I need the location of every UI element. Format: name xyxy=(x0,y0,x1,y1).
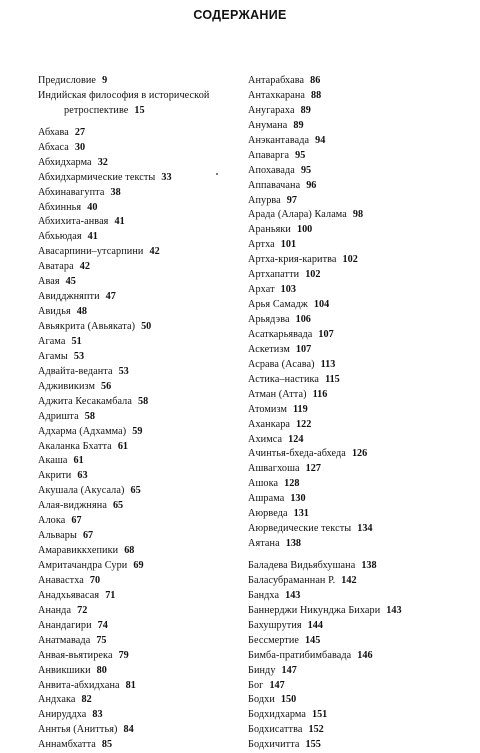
toc-entry xyxy=(248,559,476,574)
toc-entry-page: 53 xyxy=(118,365,129,377)
toc-entry xyxy=(38,365,238,380)
toc-entry-page: 102 xyxy=(342,254,358,266)
toc-entry-page: 9 xyxy=(102,75,108,86)
toc-entry xyxy=(248,738,476,753)
toc-entry-page: 127 xyxy=(305,463,321,475)
toc-entry xyxy=(38,335,238,350)
toc-entry-page: 151 xyxy=(311,709,328,721)
toc-entry xyxy=(38,215,238,230)
toc-entry xyxy=(38,529,238,544)
toc-entry-title: Арья Самадж xyxy=(248,299,308,311)
toc-entry xyxy=(248,373,476,388)
toc-entry-page: 119 xyxy=(293,403,308,415)
stray-mark xyxy=(216,173,218,175)
toc-entry xyxy=(248,119,476,134)
toc-entry xyxy=(248,238,476,253)
toc-entry-page: 126 xyxy=(351,448,368,460)
toc-entry-page: 67 xyxy=(82,530,94,542)
toc-entry-page: 106 xyxy=(295,314,311,325)
toc-entry-page: 144 xyxy=(307,619,323,631)
toc-entry xyxy=(248,89,476,104)
toc-entry-title: Абхинавагупта xyxy=(38,186,105,198)
toc-entry xyxy=(248,164,476,179)
toc-entry-title: Артха-крия-каритва xyxy=(248,254,337,266)
toc-entry xyxy=(248,537,476,552)
toc-entry-page: 27 xyxy=(74,126,86,138)
toc-entry-page: 84 xyxy=(123,724,134,736)
toc-entry-page: 128 xyxy=(284,478,300,490)
toc-entry-page: 82 xyxy=(81,694,92,706)
toc-entry-title: Ахимса xyxy=(248,433,283,445)
toc-entry xyxy=(248,634,476,649)
toc-entry-page: 75 xyxy=(96,634,107,646)
toc-entry xyxy=(38,544,238,559)
toc-entry xyxy=(248,208,476,223)
toc-entry-page: 58 xyxy=(138,395,149,407)
toc-entry xyxy=(248,447,476,462)
toc-entry-title: Антахкарана xyxy=(248,89,306,101)
toc-entry xyxy=(38,469,238,484)
toc-entry-title: Араньяки xyxy=(248,224,291,236)
toc-entry xyxy=(38,589,238,604)
toc-entry-title: Авьякрита (Авьяката) xyxy=(38,321,136,332)
toc-entry xyxy=(38,425,238,440)
toc-entry-page: 53 xyxy=(73,350,85,362)
toc-entry-page: 72 xyxy=(77,604,88,616)
toc-entry xyxy=(38,679,238,694)
page-title: СОДЕРЖАНИЕ xyxy=(193,8,287,22)
toc-entry-title: Акаша xyxy=(38,455,68,467)
toc-entry-page: 138 xyxy=(361,560,377,571)
toc-entry-title: Бандха xyxy=(248,589,280,601)
toc-entry-page: 104 xyxy=(313,299,330,311)
toc-entry-page: 33 xyxy=(161,171,172,183)
toc-entry-page: 68 xyxy=(124,545,135,557)
toc-entry-title: Абхаса xyxy=(38,141,69,153)
toc-entry-title: Акаланка Бхатта xyxy=(38,440,112,452)
toc-entry-title: Амритачандра Сури xyxy=(38,560,128,571)
toc-entry xyxy=(38,275,238,290)
toc-entry xyxy=(248,313,476,328)
toc-entry xyxy=(38,559,238,574)
toc-entry-page: 15 xyxy=(134,104,145,116)
toc-entry-page: 85 xyxy=(101,739,113,751)
toc-entry xyxy=(38,245,238,260)
toc-entry-page: 102 xyxy=(305,269,321,281)
toc-entry-title: Абхьюдая xyxy=(38,231,82,243)
toc-entry-page: 86 xyxy=(310,75,321,86)
toc-entry-page: 56 xyxy=(101,380,112,392)
toc-entry-title: Бодхисаттва xyxy=(248,724,303,736)
toc-entry-title: Бессмертие xyxy=(248,634,300,646)
toc-entry-title: Баладева Видьябхушана xyxy=(248,560,356,571)
toc-entry xyxy=(248,343,476,358)
toc-entry xyxy=(248,619,476,634)
toc-entry-page: 145 xyxy=(305,634,321,646)
toc-entry-page: 130 xyxy=(290,493,306,505)
toc-entry xyxy=(38,604,238,619)
toc-entry-page: 96 xyxy=(306,179,317,191)
toc-entry-title: Ачинтья-бхеда-абхеда xyxy=(248,448,346,460)
toc-entry-title: Аскетизм xyxy=(248,343,290,355)
toc-entry-page: 81 xyxy=(125,679,136,691)
toc-entry-title: Апаварга xyxy=(248,149,290,161)
toc-entry-title: Аханкара xyxy=(248,418,291,430)
toc-entry-title: Анвита-абхидхана xyxy=(38,679,120,691)
toc-entry xyxy=(38,395,238,410)
toc-entry-page: 30 xyxy=(74,141,86,153)
toc-entry xyxy=(38,410,238,425)
toc-entry-page: 100 xyxy=(296,224,313,236)
toc-entry-page: 67 xyxy=(71,515,82,527)
toc-entry-title: Амаравиккхепики xyxy=(38,545,119,557)
toc-entry xyxy=(248,268,476,283)
toc-entry-title: Адхарма (Адхамма) xyxy=(38,425,127,437)
toc-entry-page: 134 xyxy=(357,523,373,535)
toc-entry-title: Анугараха xyxy=(248,104,295,116)
toc-entry-page: 47 xyxy=(105,291,116,303)
toc-column-left xyxy=(38,74,238,753)
toc-entry-title: Алая-виджняна xyxy=(38,500,107,512)
toc-entry-page: 69 xyxy=(133,560,144,571)
toc-entry-title: Авидья xyxy=(38,306,71,318)
toc-entry xyxy=(38,649,238,664)
toc-entry-title: Абхидхарма xyxy=(38,156,92,168)
toc-entry xyxy=(248,358,476,373)
toc-entry xyxy=(38,320,238,335)
toc-entry-page: 40 xyxy=(87,201,98,213)
toc-entry xyxy=(38,230,238,245)
toc-entry xyxy=(248,134,476,149)
toc-entry-page: 89 xyxy=(293,119,304,131)
toc-entry-title: Аджита Кесакамбала xyxy=(38,395,132,407)
toc-entry-page: 41 xyxy=(87,231,98,243)
toc-entry xyxy=(38,454,238,469)
toc-entry xyxy=(248,179,476,194)
toc-entry-title: Альвары xyxy=(38,530,77,542)
toc-entry xyxy=(248,477,476,492)
toc-entry-title: Аппавачана xyxy=(248,179,301,191)
toc-entry-page: 61 xyxy=(117,440,128,452)
toc-entry-title: Аннамбхатта xyxy=(38,739,96,751)
toc-entry-page: 70 xyxy=(89,574,101,586)
toc-column-right xyxy=(248,74,476,753)
toc-entry-title: Бодхидхарма xyxy=(248,709,306,721)
toc-entry xyxy=(248,328,476,343)
toc-entry-title: Абхихита-анвая xyxy=(38,216,109,228)
toc-entry xyxy=(248,507,476,522)
toc-entry xyxy=(38,574,238,589)
toc-entry-page: 79 xyxy=(118,649,129,661)
toc-entry-page: 71 xyxy=(105,589,116,601)
toc-entry xyxy=(38,619,238,634)
toc-entry-title: Баннерджи Никунджа Бихари xyxy=(248,604,381,616)
toc-entry-title: Бинду xyxy=(248,664,276,676)
toc-entry xyxy=(248,418,476,433)
toc-entry xyxy=(248,723,476,738)
toc-entry-page: 42 xyxy=(79,261,90,273)
toc-entry xyxy=(248,253,476,268)
toc-entry-page: 107 xyxy=(318,328,334,340)
toc-entry-title: Авасарпини–утсарпини xyxy=(38,246,144,258)
toc-entry-page: 94 xyxy=(315,134,326,146)
toc-entry xyxy=(248,492,476,507)
toc-entry-title: Арьядэва xyxy=(248,314,290,325)
toc-entry-title: Агамы xyxy=(38,350,68,362)
toc-entry xyxy=(248,433,476,448)
toc-entry xyxy=(248,574,476,589)
toc-entry-page: 143 xyxy=(285,589,301,601)
toc-entry xyxy=(38,104,238,119)
toc-entry-page: 74 xyxy=(97,619,108,631)
toc-entry-title: Аватара xyxy=(38,261,74,273)
toc-entry xyxy=(38,290,238,305)
toc-entry-title: Аюрведа xyxy=(248,508,288,520)
toc-entry-page: 42 xyxy=(149,246,160,258)
toc-entry-title: Абхиннья xyxy=(38,201,82,213)
toc-entry-page: 89 xyxy=(300,104,311,116)
toc-entry xyxy=(38,126,238,141)
toc-entry-page: 61 xyxy=(73,455,84,467)
toc-entry xyxy=(248,664,476,679)
toc-entry-title: Антарабхава xyxy=(248,75,305,86)
toc-entry-title: Анируддха xyxy=(38,709,87,721)
toc-entry-title: Атман (Атта) xyxy=(248,388,307,400)
toc-entry xyxy=(248,74,476,89)
toc-entry-title: Анвикшики xyxy=(38,664,91,676)
toc-entry-title: Арада (Алара) Калама xyxy=(248,209,347,221)
toc-entry xyxy=(38,723,238,738)
toc-entry-title: Апохавада xyxy=(248,164,295,176)
toc-entry-page: 113 xyxy=(320,358,336,370)
toc-entry-title: Баласубраманнан Р. xyxy=(248,574,336,586)
toc-entry-title: Агама xyxy=(38,335,66,347)
toc-entry xyxy=(248,403,476,418)
toc-entry-title: Авая xyxy=(38,276,60,288)
toc-entry-title: Абхава xyxy=(38,126,69,138)
toc-entry-title: Анэкантавада xyxy=(248,134,310,146)
toc-entry-page: 58 xyxy=(84,410,95,422)
toc-entry xyxy=(38,89,238,104)
toc-entry-title: Акрити xyxy=(38,470,72,482)
toc-entry-page: 59 xyxy=(132,425,143,437)
toc-entry xyxy=(38,74,238,89)
toc-entry xyxy=(248,298,476,313)
toc-entry-page: 122 xyxy=(296,418,312,430)
toc-entry-title: Адживикизм xyxy=(38,380,96,392)
toc-entry-title: Ананда xyxy=(38,604,72,616)
toc-entry xyxy=(248,604,476,619)
toc-entry-page: 103 xyxy=(280,284,296,296)
toc-entry xyxy=(248,104,476,119)
toc-entry-title: Анвая-вьятирека xyxy=(38,649,113,661)
toc-entry-title: Предисловие xyxy=(38,75,97,86)
toc-entry-title: Абхидхармические тексты xyxy=(38,171,156,183)
toc-entry-title: Анавастха xyxy=(38,574,84,586)
toc-entry-title: Бахушрутия xyxy=(248,619,302,631)
toc-entry-title: Аюрведические тексты xyxy=(248,523,352,535)
toc-entry-page: 142 xyxy=(341,574,357,586)
toc-entry xyxy=(38,634,238,649)
toc-entry xyxy=(248,462,476,477)
toc-entry-title: Асрава (Асава) xyxy=(248,358,315,370)
toc-entry-title: Бог xyxy=(248,679,264,691)
toc-entry xyxy=(38,260,238,275)
toc-entry-page: 152 xyxy=(308,724,324,736)
toc-entry xyxy=(38,201,238,216)
toc-entry-page: 147 xyxy=(269,679,285,691)
toc-entry-title: ретроспективе xyxy=(64,104,129,116)
toc-entry-page: 147 xyxy=(281,664,297,676)
toc-entry-title: Адришта xyxy=(38,410,79,422)
toc-entry-page: 101 xyxy=(280,239,297,251)
toc-entry-page: 98 xyxy=(352,209,364,221)
toc-entry-page: 80 xyxy=(96,664,107,676)
toc-entry-page: 41 xyxy=(114,216,125,228)
toc-entry-page: 155 xyxy=(305,739,321,751)
toc-entry-title: Ашока xyxy=(248,478,279,490)
toc-entry-title: Бодхичитта xyxy=(248,739,300,751)
toc-entry-page: 50 xyxy=(141,321,152,332)
toc-entry-title: Ашвагхоша xyxy=(248,463,300,475)
toc-entry-title: Аннтья (Аниттья) xyxy=(38,724,118,736)
toc-entry-title: Анадхьявасая xyxy=(38,589,100,601)
toc-entry xyxy=(248,223,476,238)
toc-entry xyxy=(38,186,238,201)
toc-entry-page: 88 xyxy=(311,89,322,101)
toc-entry-page: 38 xyxy=(110,186,121,198)
toc-entry-page: 95 xyxy=(300,164,312,176)
toc-entry xyxy=(248,388,476,403)
toc-entry-title: Алока xyxy=(38,515,66,527)
toc-entry xyxy=(38,141,238,156)
toc-entry xyxy=(38,440,238,455)
toc-entry xyxy=(248,693,476,708)
toc-entry-title: Асаткарьявада xyxy=(248,328,313,340)
toc-entry-title: Апурва xyxy=(248,194,281,206)
toc-entry-page: 107 xyxy=(295,343,312,355)
toc-entry-title: Ашрама xyxy=(248,493,285,505)
toc-entry-title: Астика–настика xyxy=(248,373,320,385)
toc-entry-page: 150 xyxy=(280,694,297,706)
toc-entry-page: 48 xyxy=(76,306,87,318)
toc-entry-title: Анумана xyxy=(248,119,288,131)
toc-entry xyxy=(248,149,476,164)
toc-entry xyxy=(248,708,476,723)
toc-entry-title: Адвайта-веданта xyxy=(38,365,113,377)
toc-entry-page: 95 xyxy=(295,149,306,161)
toc-entry-title: Анандагири xyxy=(38,619,92,631)
toc-entry xyxy=(38,350,238,365)
toc-entry xyxy=(38,171,238,186)
toc-entry xyxy=(248,649,476,664)
toc-entry xyxy=(38,305,238,320)
toc-entry xyxy=(38,380,238,395)
toc-entry-page: 32 xyxy=(97,156,108,168)
toc-entry xyxy=(38,708,238,723)
toc-entry-title: Артха xyxy=(248,239,275,251)
toc-entry xyxy=(38,156,238,171)
toc-entry-page: 65 xyxy=(130,485,141,497)
toc-entry-page: 51 xyxy=(71,335,82,347)
toc-entry xyxy=(248,679,476,694)
toc-entry xyxy=(38,664,238,679)
toc-entry-page: 138 xyxy=(285,538,301,550)
toc-entry-page: 65 xyxy=(112,500,124,512)
toc-entry-title: Авидджняпти xyxy=(38,291,100,303)
toc-entry xyxy=(248,589,476,604)
toc-entry-page: 116 xyxy=(312,388,328,400)
toc-entry-page: 143 xyxy=(386,604,402,616)
toc-entry xyxy=(38,484,238,499)
toc-entry-page: 97 xyxy=(286,194,297,206)
toc-entry-page: 83 xyxy=(92,709,103,721)
toc-entry-page: 63 xyxy=(77,470,88,482)
toc-entry xyxy=(248,283,476,298)
toc-entry xyxy=(38,514,238,529)
toc-entry-title: Артхапатти xyxy=(248,269,300,281)
toc-entry-title: Бимба-пратибимбавада xyxy=(248,649,352,661)
toc-entry-title: Бодхи xyxy=(248,694,275,706)
toc-entry xyxy=(38,499,238,514)
toc-entry-title: Архат xyxy=(248,284,275,296)
toc-entry-page: 146 xyxy=(357,649,373,661)
toc-entry xyxy=(38,693,238,708)
toc-entry-page: 45 xyxy=(65,276,76,288)
toc-entry xyxy=(248,522,476,537)
toc-entry xyxy=(248,194,476,209)
toc-entry-page: 131 xyxy=(293,508,309,520)
toc-entry-page: 124 xyxy=(288,433,304,445)
toc-entry xyxy=(38,738,238,753)
toc-entry-title: Андхака xyxy=(38,694,76,706)
toc-entry-title: Акушала (Акусала) xyxy=(38,485,125,497)
toc-entry-title: Аятана xyxy=(248,538,280,550)
toc-entry-page: 115 xyxy=(325,373,340,385)
toc-entry-title: Атомизм xyxy=(248,403,287,415)
toc-entry-title: Индийская философия в исторической xyxy=(38,89,210,101)
toc-entry-title: Анатмавада xyxy=(38,634,91,646)
